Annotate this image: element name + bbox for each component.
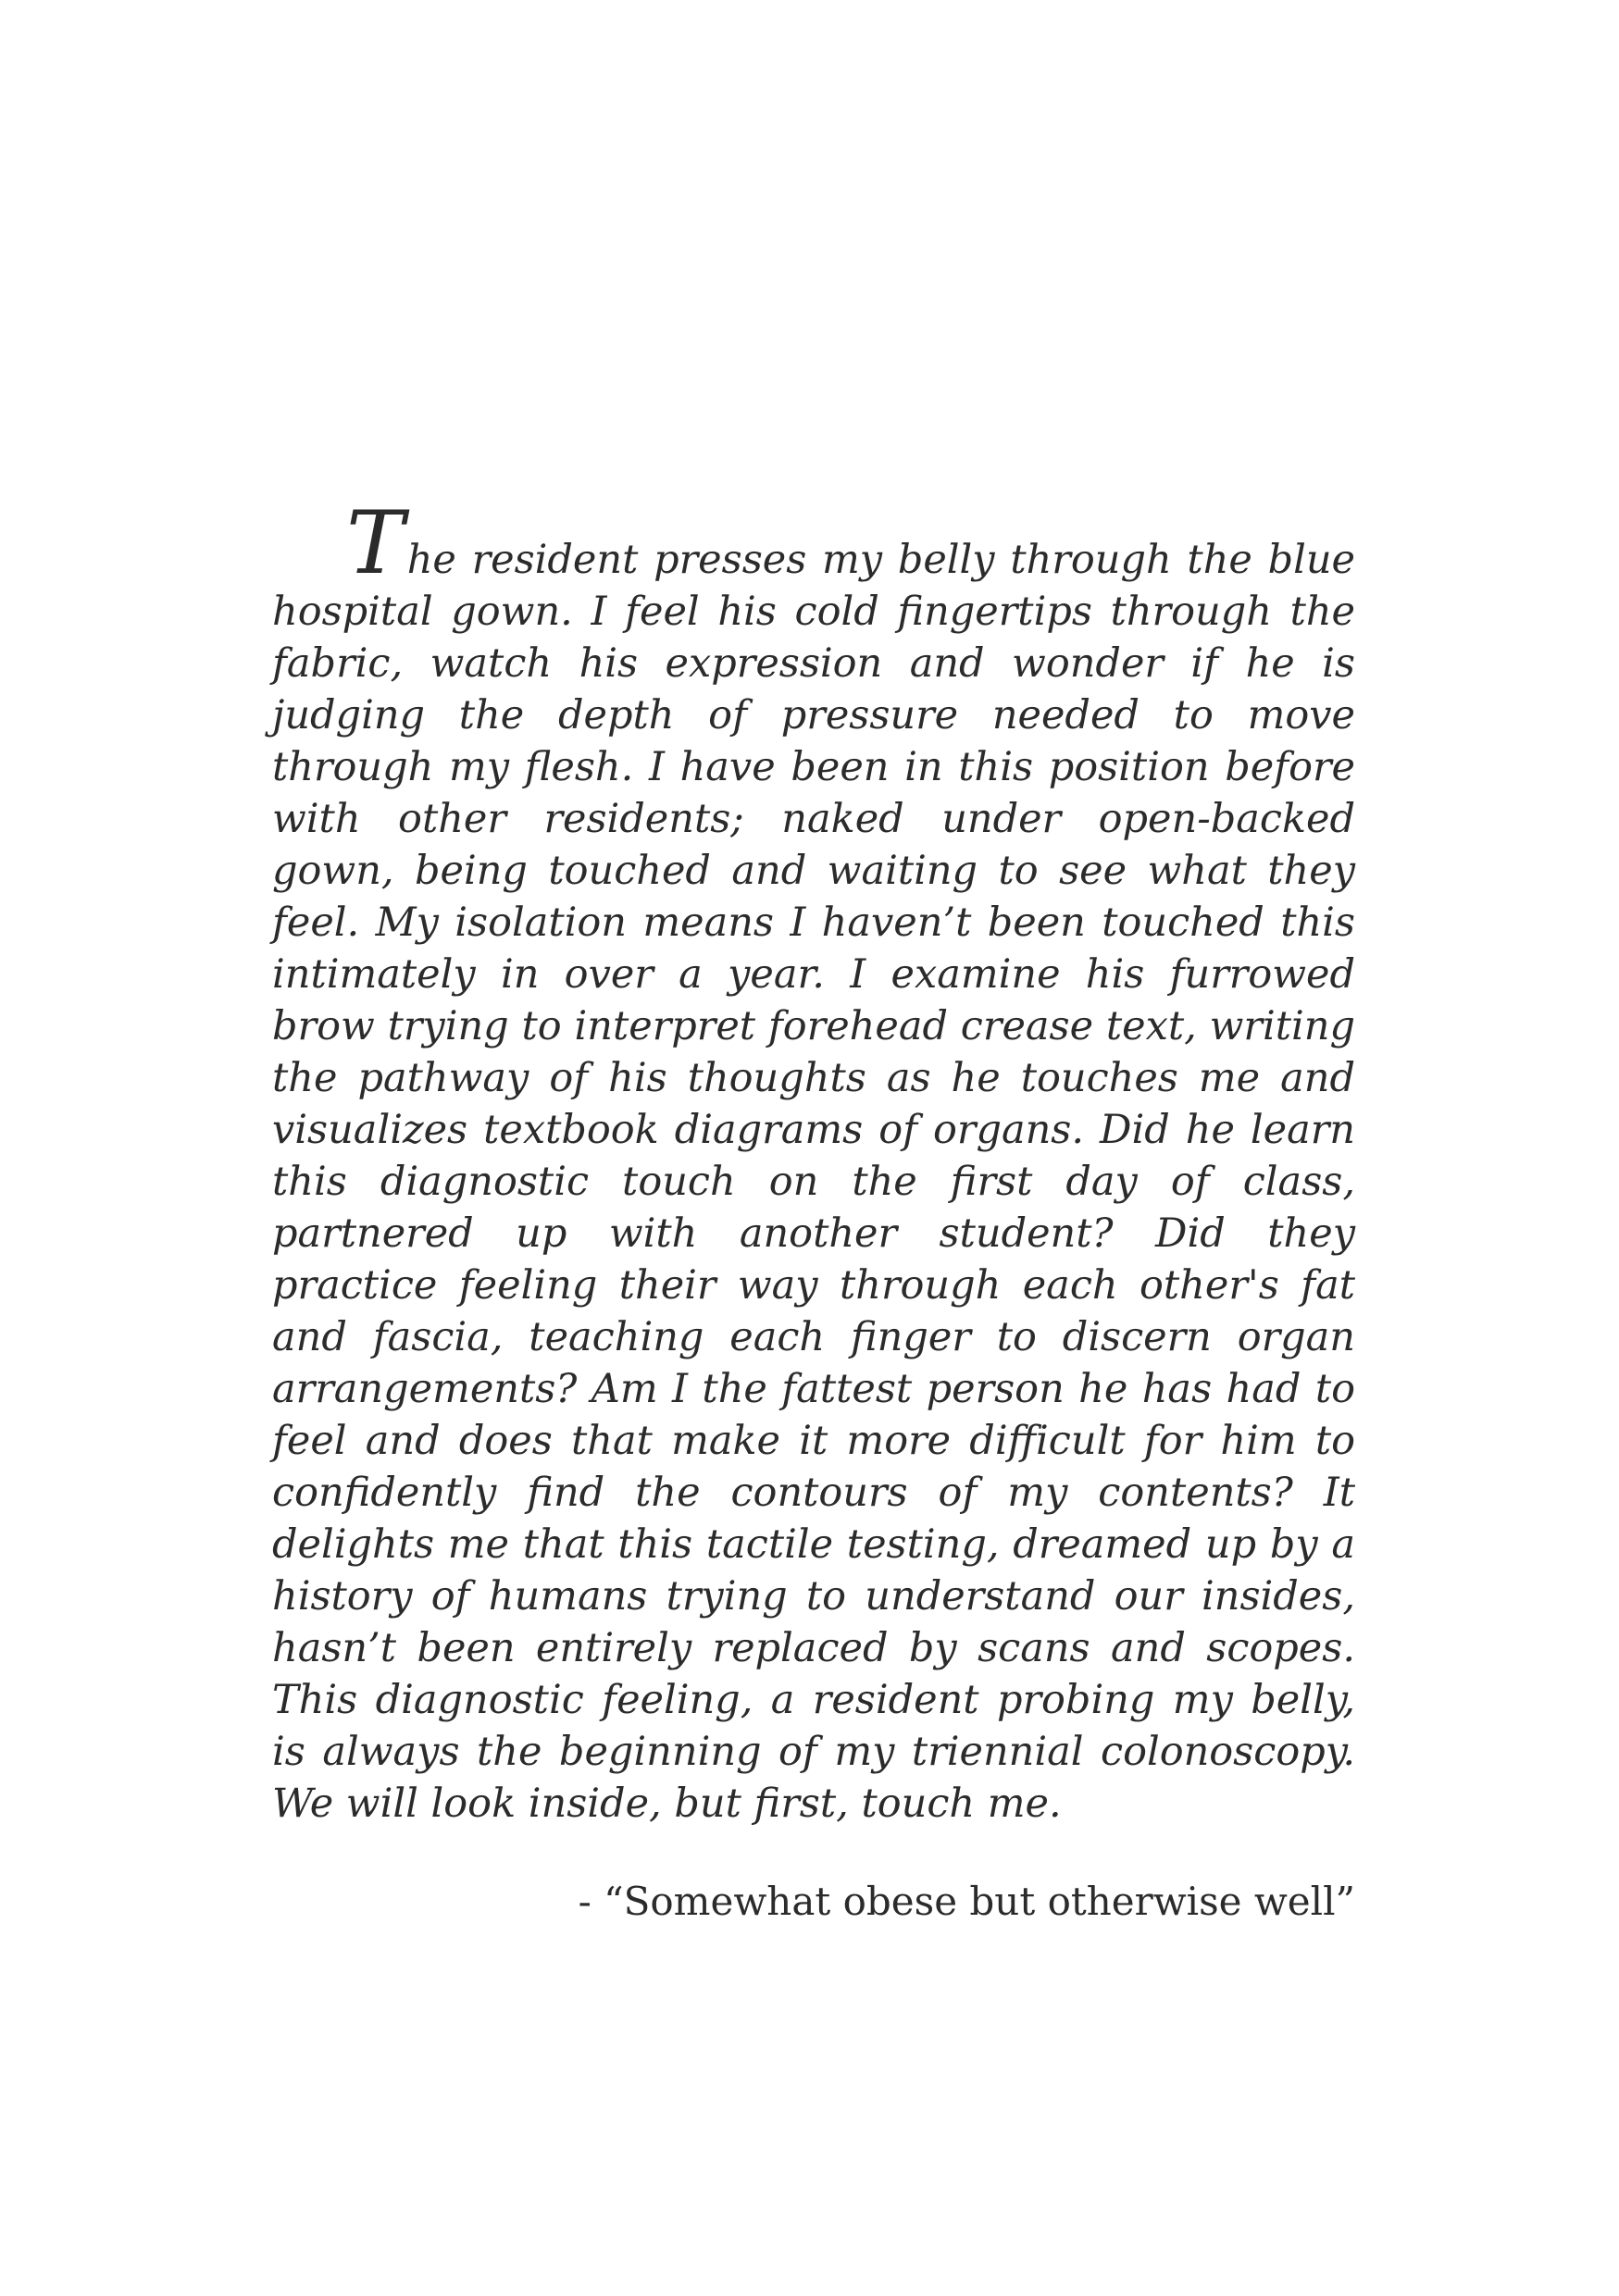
attribution-line: - “Somewhat obese but otherwise well” [578, 1879, 1355, 1924]
text-block [272, 493, 1355, 1928]
raised-initial-cap: T [346, 493, 405, 594]
passage-paragraph [272, 493, 1355, 1830]
passage-text: he resident presses my belly through the blue hospital gown. I feel his cold fingertips through the fabric, watch his expression and wonder if he is judging the depth of pressure needed to move through my flesh. I have been in this position before with other residents; naked under open-backed gown, being touched and waiting to see what they feel. My isolation means I haven’t been touched this intimately in over a year. I examine his furrowed brow trying to interpret forehead crease text, writing the pathway of his thoughts as he touches me and visualizes textbook diagrams of organs. Did he learn this diagnostic touch on the first day of class, partnered up with another student? Did they practice feeling their way through each other's fat and fascia, teaching each finger to discern organ arrangements? Am I the fattest person he has had to feel and does that make it more difficult for him to confidently find the contours of my contents? It delights me that this tactile testing, dreamed up by a history of humans trying to understand our insides, hasn’t been entirely replaced by scans and scopes. This diagnostic feeling, a resident probing my belly, is always the beginning of my triennial colonoscopy. We will look inside, but first, touch me. [272, 537, 1355, 1827]
